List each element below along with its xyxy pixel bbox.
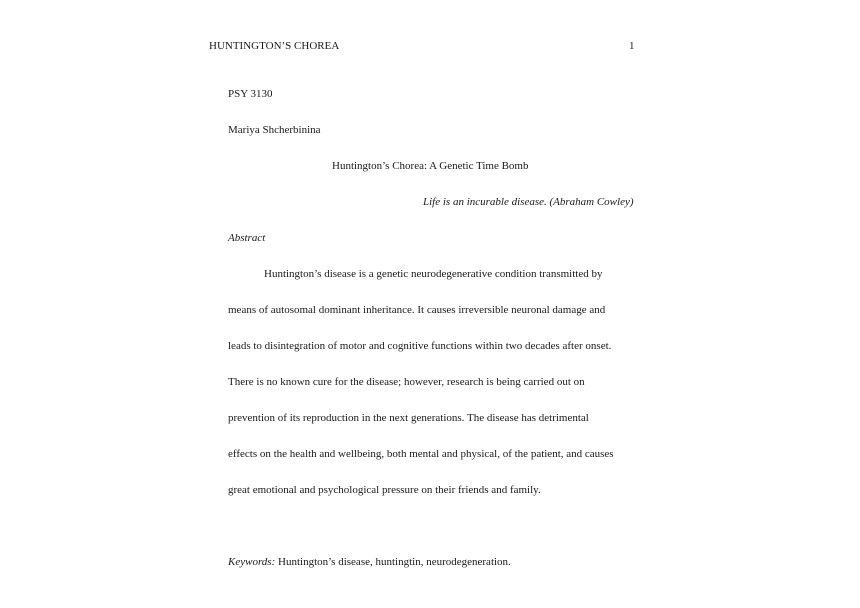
abstract-line: leads to disintegration of motor and cognitive functions within two decades after onset. <box>228 340 612 352</box>
abstract-heading: Abstract <box>228 232 266 244</box>
keywords-text: Huntington’s disease, huntingtin, neurodegeneration. <box>278 556 511 568</box>
abstract-line: Huntington’s disease is a genetic neurodegenerative condition transmitted by <box>264 268 603 280</box>
keywords-line <box>228 555 511 569</box>
abstract-line: means of autosomal dominant inheritance. It causes irreversible neuronal damage and <box>228 304 606 316</box>
epigraph: Life is an incurable disease. (Abraham Cowley) <box>423 196 634 208</box>
abstract-line: prevention of its reproduction in the next generations. The disease has detrimental <box>228 412 589 424</box>
keywords-label: Keywords: <box>228 556 276 568</box>
running-head: HUNTINGTON’S CHOREA <box>209 40 340 52</box>
course-code: PSY 3130 <box>228 88 273 100</box>
page-number: 1 <box>629 40 635 52</box>
abstract-line: great emotional and psychological pressure on their friends and family. <box>228 484 541 496</box>
paper-title: Huntington’s Chorea: A Genetic Time Bomb <box>332 160 529 172</box>
abstract-line: effects on the health and wellbeing, both mental and physical, of the patient, and causes <box>228 448 614 460</box>
author-name: Mariya Shcherbinina <box>228 124 321 136</box>
abstract-line: There is no known cure for the disease; however, research is being carried out on <box>228 376 585 388</box>
